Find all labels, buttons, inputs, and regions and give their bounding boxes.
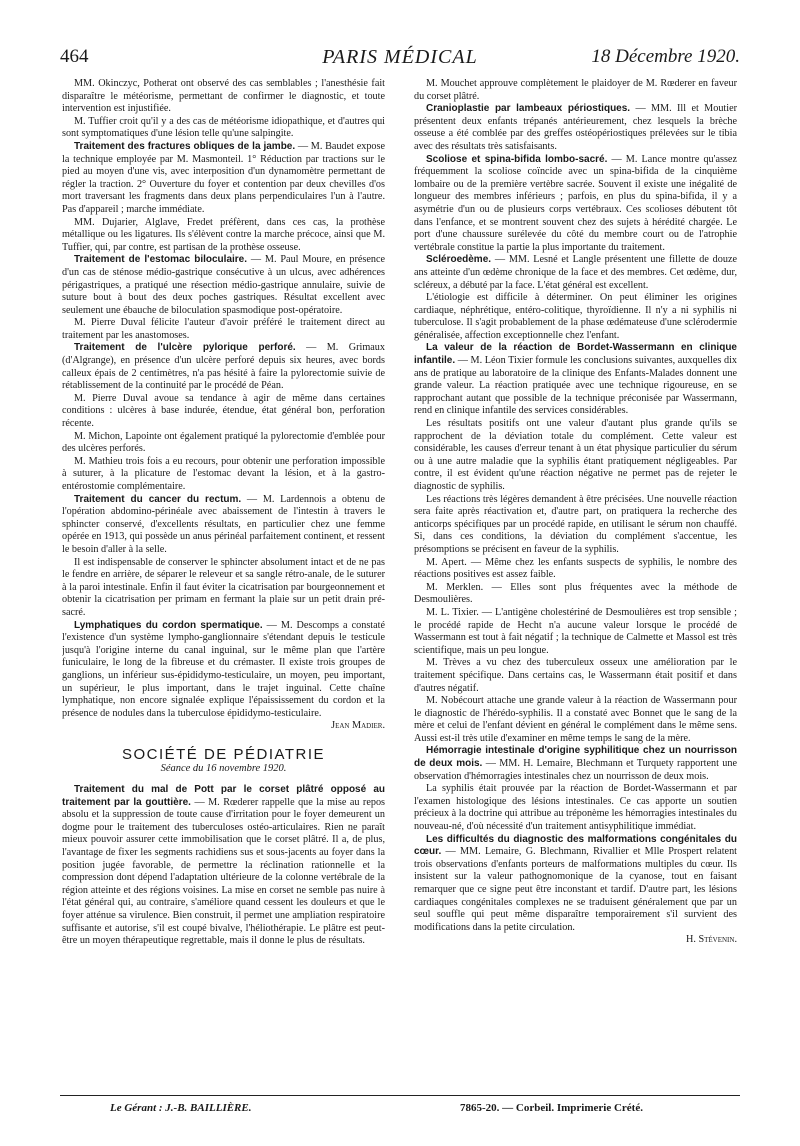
paragraph-heading: Scoliose et spina-bifida lombo-sacré.	[426, 153, 608, 165]
paragraph: MM. Okinczyc, Potherat ont observé des cas semblables ; l'anesthésie fait disparaître le météorisme, permettant de confirmer le diagnostic, et toute intervention est injustifiée.	[62, 78, 385, 115]
paragraph: La syphilis était prouvée par la réaction de Bordet-Wassermann et par l'examen histologique des lésions intestinales. Ce cas apporte un soutien précieux à la doctrine qui attribue au tréponème les hémorragies intestinales du nouveau-né, d'où nécessité d'un traitement antisyphilitique immédiat.	[414, 783, 737, 833]
footer-printer: 7865-20. — Corbeil. Imprimerie Crété.	[460, 1102, 643, 1114]
paragraph-heading: La valeur de la réaction de Bordet-Wassermann en clinique infantile.	[414, 342, 737, 367]
paragraph: L'étiologie est difficile à déterminer. On peut éliminer les origines cardiaque, néphrétique, entéro-colitique, thyroïdienne. Il n'y a ni syphilis ni tuberculose. Il s'agit probablement de la phase œdémateuse d'une sclérodermie généralisée, affection exceptionnelle chez l'enfant.	[414, 292, 737, 341]
journal-title: PARIS MÉDICAL	[322, 46, 478, 68]
paragraph-heading: Traitement des fractures obliques de la jambe.	[74, 140, 296, 152]
section-body	[62, 784, 385, 948]
issue-date: 18 Décembre 1920.	[591, 46, 740, 67]
paragraph: Hémorragie intestinale d'origine syphilitique chez un nourrisson de deux mois. — MM. H. Lemaire, Blechmann et Turquety rapportent une observation d'hémorragies intestinales chez un nourrisson de deux mois.	[414, 745, 737, 782]
paragraph: Il est indispensable de conserver le sphincter absolument intact et de ne pas le fendre en arrière, de séparer le releveur et sa sangle rétro-anale, de le suturer à la paroi intestinale. Enfin il faut éviter la cicatrisation par bourgeonnement et obtenir la cicatrisation per primam en fermant la plaie sur un petit drain pré-sacré.	[62, 556, 385, 618]
paragraph: Scoliose et spina-bifida lombo-sacré. — M. Lance montre qu'assez fréquemment la scoliose coïncide avec un spina-bifida de la cinquième lombaire ou de la première vertèbre sacrée. Souvent il existe une inégalité de longueur des membres inférieurs ; parfois, en plus du spina-bifida, il y a asymétrie d'un ou de plusieurs corps vertébraux. Ces scolioses débutent tôt dans l'enfance, et se montrent souvent chez des sujets à hérédité chargée. Le port d'une chaussure surélevée du côté du membre court ou de l'atrophie vertébrale constitue la partie la plus importante du traitement.	[414, 153, 737, 253]
paragraph: La valeur de la réaction de Bordet-Wassermann en clinique infantile. — M. Léon Tixier formule les conclusions suivantes, auxquelles dix ans de pratique au laboratoire de la clinique des Enfants-Malades donnent une grande valeur. La réaction pratiquée avec une technique rigoureuse, en se rapprochant autant que possible de la technique préconisée par Wassermann, rend en clinique infantile des services considérables.	[414, 342, 737, 417]
paragraph: M. Mathieu trois fois a eu recours, pour obtenir une perforation impossible à suturer, à la plicature de l'estomac devant la lésion, et à la gastro-entérostomie complémentaire.	[62, 455, 385, 492]
left-column	[62, 78, 385, 1090]
paragraph: M. Mouchet approuve complètement le plaidoyer de M. Rœderer en faveur du corset plâtré.	[414, 78, 737, 102]
paragraph-heading: Scléroedème.	[426, 254, 492, 266]
paragraph-heading: Cranioplastie par lambeaux périostiques.	[426, 103, 631, 115]
left-column-body	[62, 78, 385, 720]
paragraph: MM. Dujarier, Alglave, Fredet préfèrent, dans ces cas, la prothèse métallique ou les ligatures. Ils s'élèvent contre la marche précoce, ainsi que M. Tuffier, qui, par contre, est partisan de la prothèse osseuse.	[62, 216, 385, 253]
paragraph: M. Pierre Duval félicite l'auteur d'avoir préféré le traitement direct au traitement par les anastomoses.	[62, 317, 385, 341]
paragraph-heading: Hémorragie intestinale d'origine syphilitique chez un nourrisson de deux mois.	[414, 745, 737, 770]
paragraph-heading: Lymphatiques du cordon spermatique.	[74, 619, 263, 631]
paragraph: Traitement du cancer du rectum. — M. Lardennois a obtenu de l'opération abdomino-périnéale avec abaissement de l'intestin à travers le sphincter conservé, d'excellents résultats, en particulier chez une femme opérée en 1913, qui possède un anus périnéal parfaitement continent, et ressent le besoin d'aller à la selle.	[62, 493, 385, 555]
paragraph: Traitement de l'estomac biloculaire. — M. Paul Moure, en présence d'un cas de sténose médio-gastrique consécutive à un ulcus, avec adhérences périgastriques, a pratiqué une résection médio-gastrique annulaire, suivie de suture bout à bout des deux poches gastriques. Résultat excellent avec seulement une ébauche de biloculation spasmodique post-opératoire.	[62, 254, 385, 316]
paragraph: Traitement des fractures obliques de la jambe. — M. Baudet expose la technique employée par M. Masmonteil. 1° Réduction par tractions sur le pied au moyen d'une vis, avec interposition d'un dynamomètre permettant de régler la traction. 2° Ouverture du foyer et contention par deux chevilles d'os mort traversant les fragments dans deux plans perpendiculaires l'un à l'autre. Pas d'appareil ; marche immédiate.	[62, 140, 385, 215]
paragraph: Traitement de l'ulcère pylorique perforé. — M. Grimaux (d'Algrange), en présence d'un ulcère perforé depuis six heures, avec bords calleux épais de 2 centimètres, n'a pas hésité à faire la pylorectomie suivie de rétablissement de la continuité par le procédé de Péan.	[62, 342, 385, 392]
paragraph-heading: Les difficultés du diagnostic des malformations congénitales du cœur.	[414, 833, 737, 858]
paragraph: Les résultats positifs ont une valeur d'autant plus grande qu'ils se rapprochent de la déviation totale du complément. Cette valeur est considérable, les causes d'erreur tenant à un état physique particulier du sérum ou à une autre maladie que la syphilis étant pratiquement négligeables. Par contre, il est évident qu'une réaction négative ne permet pas de rejeter le diagnostic de syphilis.	[414, 418, 737, 492]
paragraph: M. Pierre Duval avoue sa tendance à agir de même dans certaines conditions : ulcères à base indurée, étendue, état général bon, perforation récente.	[62, 392, 385, 430]
paragraph-heading: Traitement de l'estomac biloculaire.	[74, 254, 248, 266]
paragraph: Les réactions très légères demandent à être précisées. Une nouvelle réaction sera faite après réactivation et, d'autre part, on pratiquera la recherche des anticorps spécifiques par un procédé rapide, en utilisant le sérum non chauffé. Si, dans ces conditions, la déviation du complément s'accentue, les présomptions se précisent en faveur de la syphilis.	[414, 493, 737, 555]
paragraph: M. Trèves a vu chez des tuberculeux osseux une amélioration par le traitement spécifique. Dans certains cas, le Wassermann était positif et dans d'autres négatif.	[414, 657, 737, 694]
section-subtitle: Séance du 16 novembre 1920.	[160, 763, 287, 775]
paragraph: M. Tuffier croit qu'il y a des cas de météorisme idiopathique, et d'autres qui sont symptomatiques d'une lésion telle qu'une salpingite.	[62, 115, 385, 140]
paragraph: Lymphatiques du cordon spermatique. — M. Descomps a constaté l'existence d'un système lympho-ganglionnaire s'étendant depuis le testicule jusqu'à l'origine interne du canal inguinal, sur le même plan que l'artère funiculaire, le long de la fibreuse et du crémaster. Il existe trois groupes de ganglions, un inférieur sus-épididymo-testiculaire, un moyen, peu important, un supérieur, le plus important, dans le trajet inguinal. Cette chaîne lymphatique, non encore signalée explique l'épaississement du cordon et la présence de nodules dans la tuberculose épididymo-testiculaire.	[62, 619, 385, 719]
paragraph: M. Nobécourt attache une grande valeur à la réaction de Wassermann pour le diagnostic de l'hérédo-syphilis. Il a constaté avec Bonnet que le sang de la mère et celui de l'enfant dévient en général le complément dans le même sens. Aussi est-il très utile d'examiner en même temps le sang de la mère.	[414, 695, 737, 744]
page-footer	[60, 1102, 740, 1122]
right-column	[414, 78, 737, 1090]
page-header	[60, 46, 740, 76]
page-number: 464	[60, 46, 89, 67]
section-title: SOCIÉTÉ DE PÉDIATRIE	[121, 745, 326, 763]
paragraph: M. Merklen. — Elles sont plus fréquentes avec la méthode de Desmoulières.	[414, 581, 737, 606]
paragraph: M. L. Tixier. — L'antigène cholestériné de Desmoulières est trop sensible ; le procédé rapide de Hecht n'a aucune valeur lorsque le procédé de Wassermann est tout à fait négatif ; la technique de Calmette et Massol est très scientifique, mais un peu longue.	[414, 606, 737, 656]
paragraph: Scléroedème. — MM. Lesné et Langle présentent une fillette de douze ans atteinte d'un œdème chronique de la face et des membres. Cet œdème, dur, scléreux, a débuté par la face. L'état général est excellent.	[414, 254, 737, 291]
right-column-body	[414, 78, 737, 934]
paragraph-heading: Traitement du cancer du rectum.	[74, 493, 242, 505]
paragraph-heading: Traitement de l'ulcère pylorique perforé.	[74, 342, 296, 354]
paragraph: Les difficultés du diagnostic des malformations congénitales du cœur. — MM. Lemaire, G. Blechmann, Rivallier et Mlle Prospert relatent trois observations d'enfants porteurs de malformations multiples du cœur. Ils insistent sur la valeur pathognomonique de la cyanose, tout en faisant remarquer que ce signe peut être inconstant et tardif. D'autre part, les lésions cardiaques congénitales complexes ne se traduisent généralement que par un seul souffle qui peut même disparaître temporairement s'il survient des modifications dans la petite circulation.	[414, 833, 737, 933]
article-columns	[62, 78, 738, 1090]
paragraph: Cranioplastie par lambeaux périostiques. — MM. Ill et Moutier présentent deux enfants trépanés antérieurement, chez lesquels la brèche osseuse a été comblée par des greffes ostéopériostiques prélevées sur le tibia avec des résultats très satisfaisants.	[414, 103, 737, 152]
paragraph: Traitement du mal de Pott par le corset plâtré opposé au traitement par la gouttière. — M. Rœderer rappelle que la mise au repos absolu et la suppression de toute cause d'irritation pour le foyer demeurent un dogme pour le traitement des tuberculoses ostéo-articulaires. Rien ne paraît mieux pouvoir assurer cette immobilisation que le corset plâtré. Il a, de plus, l'avantage de fixer les segments rachidiens sus et sous-jacents au foyer dans la position jugée favorable, de permettre la réclination rationnelle et la compression dont dépend l'adaptation ultérieure de la colonne vertébrale de la région atteinte et des régions voisines. La mise en corset ne semble pas nuire à l'état général qui, au contraire, s'améliore quand cessent les douleurs et que le foyer atténue sa virulence. Bien construit, il permet une ampliation respiratoire suffisante et autorise, s'il est coupé bivalve, l'héliothérapie. Le plâtre est peut-être un moyen thérapeutique regrettable, mais il donne le plus de résultats.	[62, 784, 385, 947]
left-signature: Jean Madier.	[331, 720, 385, 732]
paragraph-heading: Traitement du mal de Pott par le corset plâtré opposé au traitement par la gouttière.	[62, 784, 385, 808]
footer-rule	[60, 1095, 740, 1096]
paragraph: M. Apert. — Même chez les enfants suspects de syphilis, le nombre des réactions positives est assez faible.	[414, 556, 737, 581]
footer-publisher: Le Gérant : J.-B. BAILLIÈRE.	[110, 1102, 252, 1114]
right-signature: H. Stévenin.	[686, 934, 737, 946]
paragraph: M. Michon, Lapointe ont également pratiqué la pylorectomie d'emblée pour des ulcères perforés.	[62, 430, 385, 455]
